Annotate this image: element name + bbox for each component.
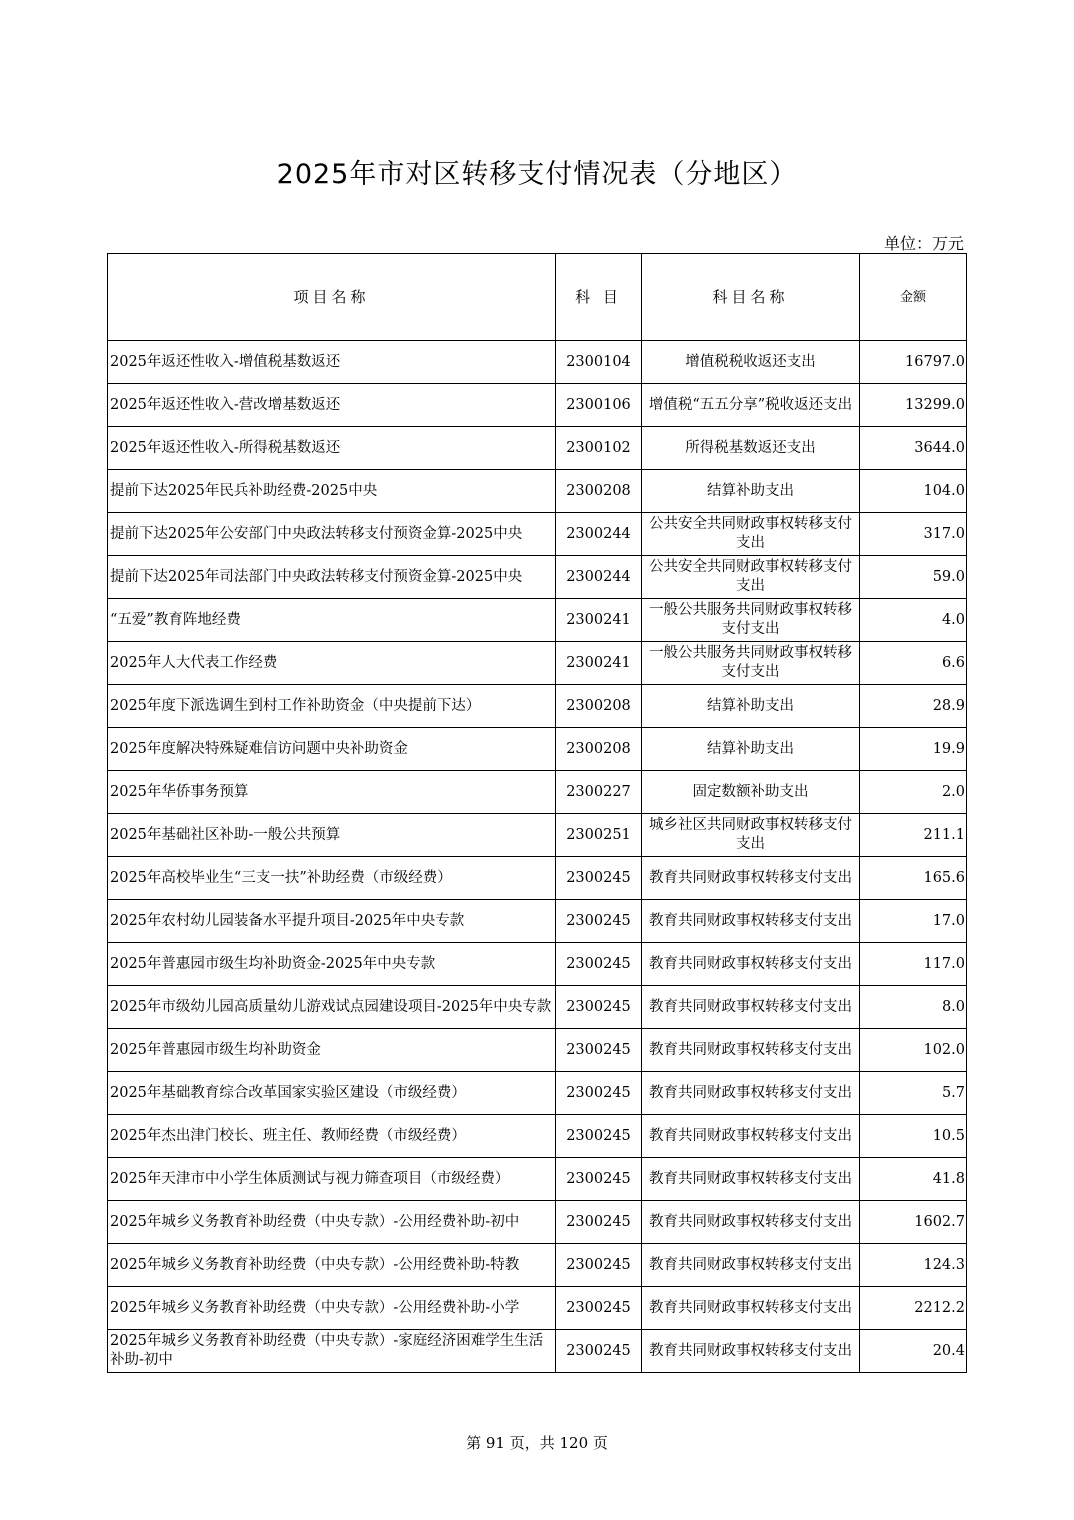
amount-cell: 59.0 (860, 556, 967, 599)
project-name-cell: 2025年普惠园市级生均补助资金 (108, 1029, 556, 1072)
project-name-cell: 2025年天津市中小学生体质测试与视力筛查项目（市级经费） (108, 1158, 556, 1201)
amount-cell: 10.5 (860, 1115, 967, 1158)
subject-name-cell: 教育共同财政事权转移支付支出 (642, 1072, 860, 1115)
table-row (108, 986, 967, 1029)
subject-name-cell: 公共安全共同财政事权转移支付支出 (642, 513, 860, 556)
code-cell: 2300245 (556, 1287, 642, 1330)
amount-cell: 13299.0 (860, 384, 967, 427)
amount-cell: 117.0 (860, 943, 967, 986)
header-subject-name: 科目名称 (642, 254, 860, 341)
code-cell: 2300208 (556, 470, 642, 513)
table-row (108, 427, 967, 470)
code-cell: 2300102 (556, 427, 642, 470)
table-row (108, 1072, 967, 1115)
page-footer: 第 91 页，共 120 页 (466, 1434, 608, 1452)
project-name-cell: 2025年返还性收入-增值税基数返还 (108, 341, 556, 384)
table-row (108, 1158, 967, 1201)
project-name-cell: 提前下达2025年公安部门中央政法转移支付预资金算-2025中央 (108, 513, 556, 556)
amount-cell: 317.0 (860, 513, 967, 556)
amount-cell: 2.0 (860, 771, 967, 814)
page-title: 2025年市对区转移支付情况表（分地区） (276, 159, 798, 190)
subject-name-cell: 增值税税收返还支出 (642, 341, 860, 384)
code-cell: 2300245 (556, 1330, 642, 1373)
amount-cell: 124.3 (860, 1244, 967, 1287)
unit-label: 单位：万元 (883, 234, 964, 253)
project-name-cell: 2025年度解决特殊疑难信访问题中央补助资金 (108, 728, 556, 771)
table-row (108, 513, 967, 556)
project-name-cell: 提前下达2025年司法部门中央政法转移支付预资金算-2025中央 (108, 556, 556, 599)
project-name-cell: 2025年市级幼儿园高质量幼儿游戏试点园建设项目-2025年中央专款 (108, 986, 556, 1029)
table-header-row (108, 254, 967, 341)
project-name-cell: 2025年普惠园市级生均补助资金-2025年中央专款 (108, 943, 556, 986)
code-cell: 2300245 (556, 900, 642, 943)
project-name-cell: 2025年人大代表工作经费 (108, 642, 556, 685)
code-cell: 2300227 (556, 771, 642, 814)
table-row (108, 642, 967, 685)
code-cell: 2300208 (556, 728, 642, 771)
table-row (108, 943, 967, 986)
code-cell: 2300245 (556, 1158, 642, 1201)
project-name-cell: 2025年城乡义务教育补助经费（中央专款）-公用经费补助-初中 (108, 1201, 556, 1244)
amount-cell: 4.0 (860, 599, 967, 642)
table-row (108, 1201, 967, 1244)
table-row (108, 1029, 967, 1072)
subject-name-cell: 教育共同财政事权转移支付支出 (642, 943, 860, 986)
project-name-cell: 2025年基础社区补助-一般公共预算 (108, 814, 556, 857)
subject-name-cell: 公共安全共同财政事权转移支付支出 (642, 556, 860, 599)
code-cell: 2300106 (556, 384, 642, 427)
amount-cell: 102.0 (860, 1029, 967, 1072)
code-cell: 2300244 (556, 556, 642, 599)
table-row (108, 900, 967, 943)
project-name-cell: 2025年返还性收入-所得税基数返还 (108, 427, 556, 470)
code-cell: 2300251 (556, 814, 642, 857)
project-name-cell: 2025年高校毕业生“三支一扶”补助经费（市级经费） (108, 857, 556, 900)
code-cell: 2300244 (556, 513, 642, 556)
project-name-cell: 2025年华侨事务预算 (108, 771, 556, 814)
table-row (108, 599, 967, 642)
transfer-payment-table (107, 253, 967, 1373)
subject-name-cell: 城乡社区共同财政事权转移支付支出 (642, 814, 860, 857)
amount-cell: 41.8 (860, 1158, 967, 1201)
subject-name-cell: 所得税基数返还支出 (642, 427, 860, 470)
table-row (108, 470, 967, 513)
table-row (108, 771, 967, 814)
project-name-cell: “五爱”教育阵地经费 (108, 599, 556, 642)
header-code: 科 目 (556, 254, 642, 341)
table-row (108, 728, 967, 771)
amount-cell: 6.6 (860, 642, 967, 685)
subject-name-cell: 增值税“五五分享”税收返还支出 (642, 384, 860, 427)
amount-cell: 3644.0 (860, 427, 967, 470)
subject-name-cell: 教育共同财政事权转移支付支出 (642, 1244, 860, 1287)
amount-cell: 17.0 (860, 900, 967, 943)
code-cell: 2300245 (556, 943, 642, 986)
amount-cell: 8.0 (860, 986, 967, 1029)
table-row (108, 341, 967, 384)
subject-name-cell: 一般公共服务共同财政事权转移支付支出 (642, 599, 860, 642)
header-amount: 金额 (860, 254, 967, 341)
code-cell: 2300241 (556, 642, 642, 685)
subject-name-cell: 结算补助支出 (642, 470, 860, 513)
code-cell: 2300208 (556, 685, 642, 728)
subject-name-cell: 教育共同财政事权转移支付支出 (642, 1287, 860, 1330)
subject-name-cell: 结算补助支出 (642, 685, 860, 728)
project-name-cell: 2025年农村幼儿园装备水平提升项目-2025年中央专款 (108, 900, 556, 943)
subject-name-cell: 教育共同财政事权转移支付支出 (642, 1201, 860, 1244)
amount-cell: 211.1 (860, 814, 967, 857)
subject-name-cell: 教育共同财政事权转移支付支出 (642, 857, 860, 900)
code-cell: 2300104 (556, 341, 642, 384)
amount-cell: 104.0 (860, 470, 967, 513)
subject-name-cell: 教育共同财政事权转移支付支出 (642, 1158, 860, 1201)
subject-name-cell: 教育共同财政事权转移支付支出 (642, 1029, 860, 1072)
table-row (108, 1115, 967, 1158)
amount-cell: 19.9 (860, 728, 967, 771)
amount-cell: 2212.2 (860, 1287, 967, 1330)
amount-cell: 165.6 (860, 857, 967, 900)
subject-name-cell: 教育共同财政事权转移支付支出 (642, 986, 860, 1029)
amount-cell: 16797.0 (860, 341, 967, 384)
project-name-cell: 2025年城乡义务教育补助经费（中央专款）-公用经费补助-小学 (108, 1287, 556, 1330)
amount-cell: 28.9 (860, 685, 967, 728)
amount-cell: 5.7 (860, 1072, 967, 1115)
code-cell: 2300241 (556, 599, 642, 642)
subject-name-cell: 教育共同财政事权转移支付支出 (642, 1115, 860, 1158)
subject-name-cell: 教育共同财政事权转移支付支出 (642, 900, 860, 943)
project-name-cell: 提前下达2025年民兵补助经费-2025中央 (108, 470, 556, 513)
table-row (108, 814, 967, 857)
amount-cell: 20.4 (860, 1330, 967, 1373)
code-cell: 2300245 (556, 986, 642, 1029)
project-name-cell: 2025年度下派选调生到村工作补助资金（中央提前下达） (108, 685, 556, 728)
project-name-cell: 2025年杰出津门校长、班主任、教师经费（市级经费） (108, 1115, 556, 1158)
project-name-cell: 2025年基础教育综合改革国家实验区建设（市级经费） (108, 1072, 556, 1115)
code-cell: 2300245 (556, 1201, 642, 1244)
table-body (108, 341, 967, 1373)
amount-cell: 1602.7 (860, 1201, 967, 1244)
code-cell: 2300245 (556, 1244, 642, 1287)
code-cell: 2300245 (556, 1029, 642, 1072)
table-row (108, 556, 967, 599)
code-cell: 2300245 (556, 1115, 642, 1158)
subject-name-cell: 结算补助支出 (642, 728, 860, 771)
table-row (108, 685, 967, 728)
subject-name-cell: 固定数额补助支出 (642, 771, 860, 814)
subject-name-cell: 教育共同财政事权转移支付支出 (642, 1330, 860, 1373)
code-cell: 2300245 (556, 1072, 642, 1115)
table-row (108, 1244, 967, 1287)
table-row (108, 1330, 967, 1373)
table-row (108, 384, 967, 427)
code-cell: 2300245 (556, 857, 642, 900)
project-name-cell: 2025年城乡义务教育补助经费（中央专款）-公用经费补助-特教 (108, 1244, 556, 1287)
project-name-cell: 2025年城乡义务教育补助经费（中央专款）-家庭经济困难学生生活补助-初中 (108, 1330, 556, 1373)
project-name-cell: 2025年返还性收入-营改增基数返还 (108, 384, 556, 427)
table-row (108, 857, 967, 900)
header-project-name: 项目名称 (108, 254, 556, 341)
table-row (108, 1287, 967, 1330)
subject-name-cell: 一般公共服务共同财政事权转移支付支出 (642, 642, 860, 685)
